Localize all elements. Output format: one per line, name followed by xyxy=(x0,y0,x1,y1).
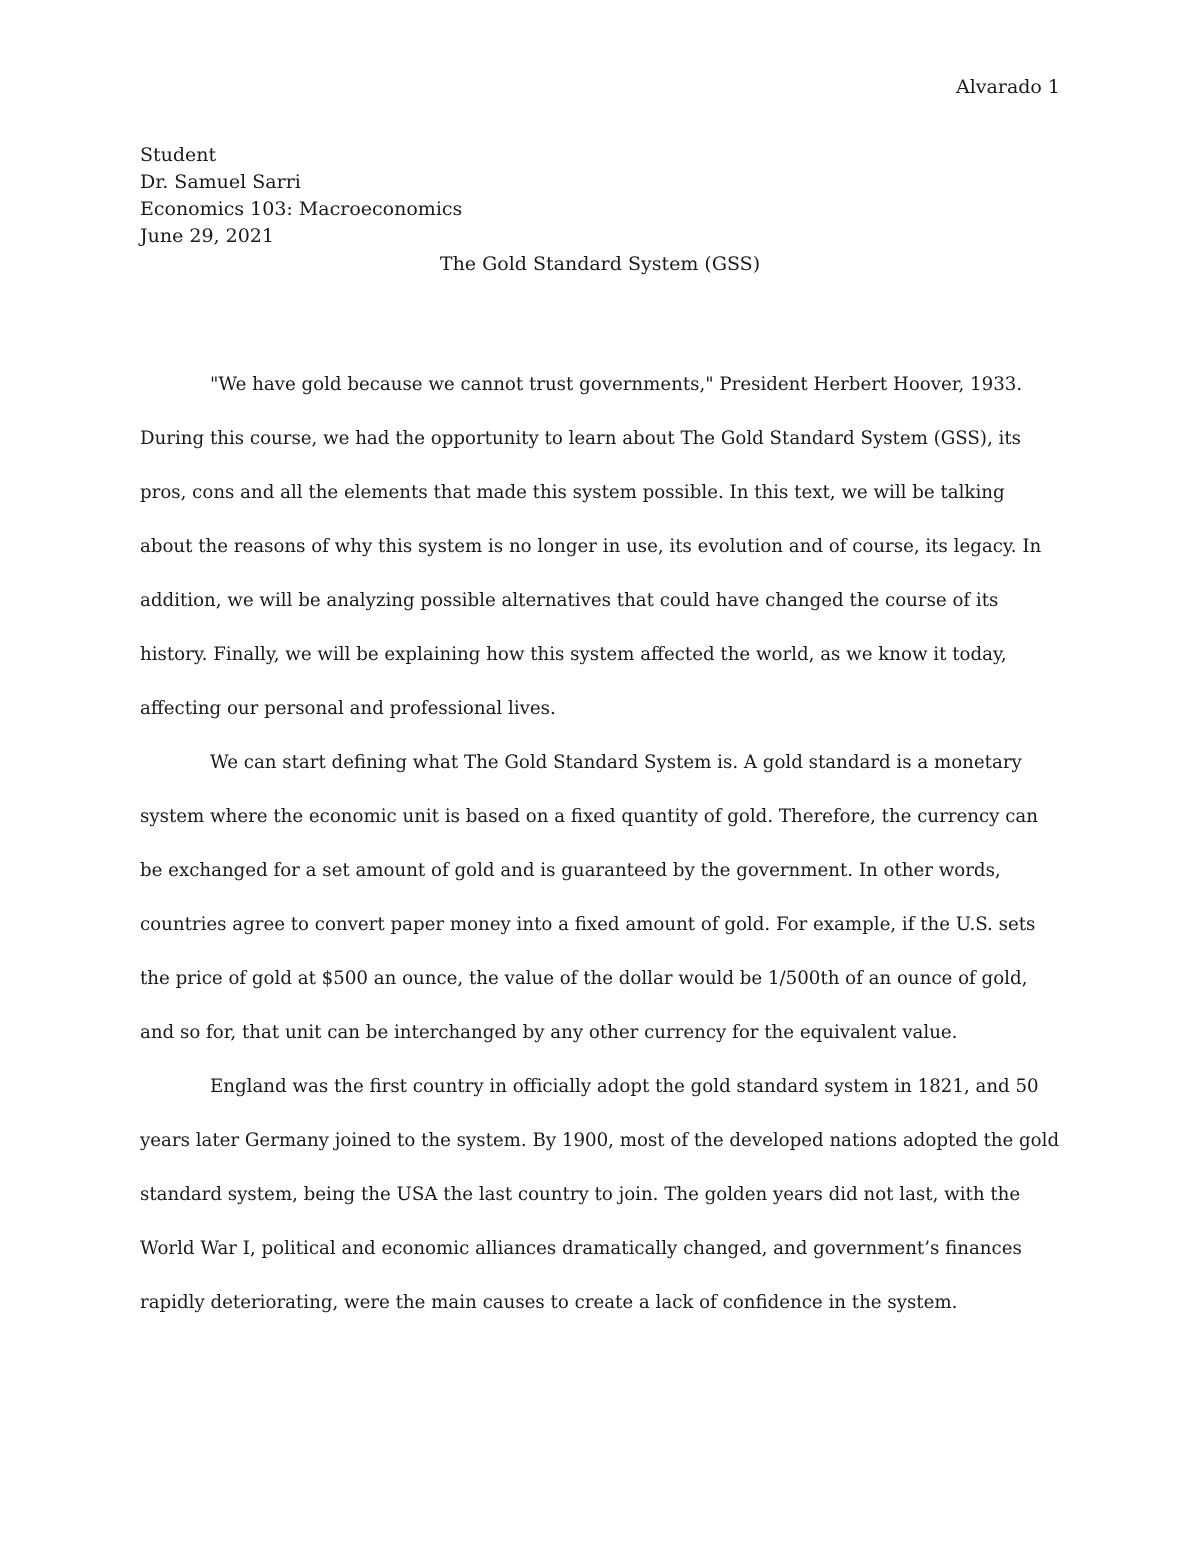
paragraph-1: "We have gold because we cannot trust governments," President Herbert Hoover, 1933. During this course, we had the opportunity to learn about The Gold Standard System (GSS), its pros, cons and all the elements that made this system possible. In this text, we will be talking about the reasons of why this system is no longer in use, its evolution and of course, its legacy. In addition, we will be analyzing possible alternatives that could have changed the course of its history. Finally, we will be explaining how this system affected the world, as we know it today, affecting our personal and professional lives. xyxy=(140,374,1042,719)
paragraph-3: England was the first country in officially adopt the gold standard system in 1821, and 50 years later Germany joined to the system. By 1900, most of the developed nations adopted the gold standard system, being the USA the last country to join. The golden years did not last, with the World War I, political and economic alliances dramatically changed, and government’s finances rapidly deteriorating, were the main causes to create a lack of confidence in the system. xyxy=(140,1076,1060,1313)
essay-date: June 29, 2021 xyxy=(140,225,274,247)
mla-heading xyxy=(140,142,1060,250)
essay-title: The Gold Standard System (GSS) xyxy=(439,253,761,275)
paragraph-2: We can start defining what The Gold Standard System is. A gold standard is a monetary system where the economic unit is based on a fixed quantity of gold. Therefore, the currency can be exchanged for a set amount of gold and is guaranteed by the government. In other words, countries agree to convert paper money into a fixed amount of gold. For example, if the U.S. sets the price of gold at $500 an ounce, the value of the dollar would be 1/500th of an ounce of gold, and so for, that unit can be interchanged by any other currency for the equivalent value. xyxy=(140,752,1038,1043)
course-name: Economics 103: Macroeconomics xyxy=(140,198,463,220)
running-head: Alvarado 1 xyxy=(956,76,1060,98)
instructor-name: Dr. Samuel Sarri xyxy=(140,171,301,193)
essay-body xyxy=(140,358,1060,1330)
student-name: Student xyxy=(140,144,217,166)
